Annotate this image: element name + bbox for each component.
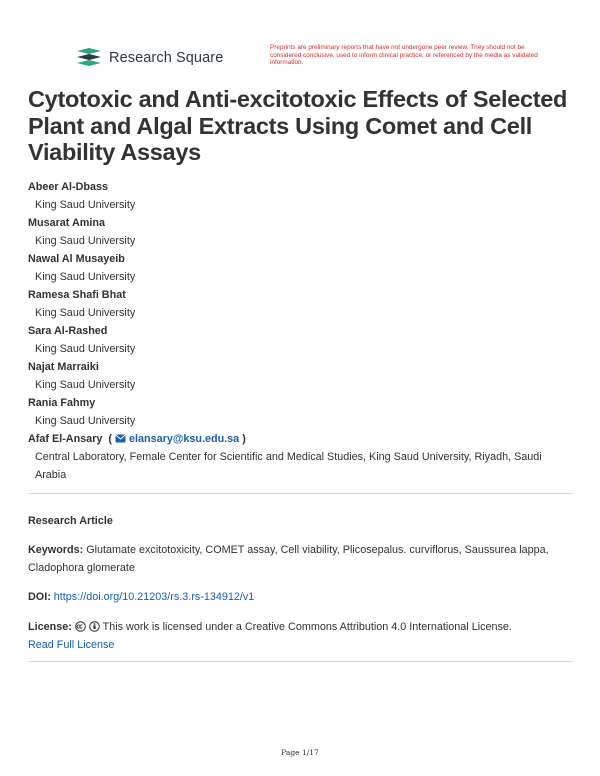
- license-text: This work is licensed under a Creative Commons Attribution 4.0 International License.: [102, 621, 512, 633]
- email-icon: [115, 434, 126, 443]
- author-entry: [28, 322, 573, 358]
- author-affiliation: King Saud University: [35, 235, 136, 247]
- author-affiliation: King Saud University: [35, 307, 136, 319]
- author-entry: [28, 286, 573, 322]
- author-affiliation: King Saud University: [35, 271, 136, 283]
- author-name: Musarat Amina: [28, 217, 105, 229]
- author-affiliation: King Saud University: [35, 199, 136, 211]
- author-affiliation: King Saud University: [35, 379, 136, 391]
- paren-open: (: [108, 433, 113, 445]
- creative-commons-icon: [75, 621, 86, 632]
- divider: [28, 661, 573, 662]
- divider: [28, 493, 573, 494]
- article-type: [28, 512, 573, 530]
- doi-label: DOI:: [28, 591, 51, 603]
- author-affiliation: Central Laboratory, Female Center for Scientific and Medical Studies, King Saud University, Riyadh, Saudi Arabia: [35, 451, 542, 481]
- author-name: Afaf El-Ansary: [28, 433, 103, 445]
- keywords: [28, 541, 573, 577]
- read-full-license-link[interactable]: Read Full License: [28, 639, 115, 651]
- license-label: License:: [28, 621, 72, 633]
- author-name: Ramesa Shafi Bhat: [28, 289, 126, 301]
- paren-close: ): [242, 433, 246, 445]
- author-name: Abeer Al-Dbass: [28, 181, 109, 193]
- author-name: Nawal Al Musayeib: [28, 253, 125, 265]
- logo-text: Research Square: [109, 50, 224, 66]
- research-square-logo-icon: [75, 47, 103, 69]
- research-square-logo[interactable]: [75, 47, 223, 69]
- doi: [28, 588, 573, 606]
- corresponding-author-name: [28, 430, 573, 448]
- author-entry: [28, 394, 573, 430]
- page-number: Page 1/17: [281, 748, 319, 757]
- paper-title: Cytotoxic and Anti-excitotoxic Effects of Selected Plant and Algal Extracts Using Comet and Cell Viability Assays: [28, 86, 568, 165]
- preprint-disclaimer: Preprints are preliminary reports that have not undergone peer review. They should not be considered conclusive, used to inform clinical practice, or referenced by the media as validated information.: [270, 44, 538, 67]
- author-name: Rania Fahmy: [28, 397, 96, 409]
- doi-link[interactable]: https://doi.org/10.21203/rs.3.rs-134912/v1: [53, 591, 255, 603]
- author-name: Najat Marraiki: [28, 361, 99, 373]
- article-type-label: Research Article: [28, 515, 113, 527]
- author-name: Sara Al-Rashed: [28, 325, 108, 337]
- author-entry: [28, 358, 573, 394]
- keywords-text: Glutamate excitotoxicity, COMET assay, Cell viability, Plicosepalus. curviflorus, Saussurea lappa, Cladophora glomerate: [28, 544, 549, 574]
- author-entry: [28, 214, 573, 250]
- keywords-label: Keywords:: [28, 544, 84, 556]
- email-link[interactable]: elansary@ksu.edu.sa: [129, 433, 240, 445]
- author-entry: [28, 178, 573, 214]
- author-list: [28, 178, 573, 484]
- author-entry: [28, 250, 573, 286]
- author-affiliation: King Saud University: [35, 415, 136, 427]
- corresponding-author-entry: [28, 430, 573, 484]
- license: [28, 618, 573, 654]
- author-affiliation: King Saud University: [35, 343, 136, 355]
- attribution-icon: [89, 621, 100, 632]
